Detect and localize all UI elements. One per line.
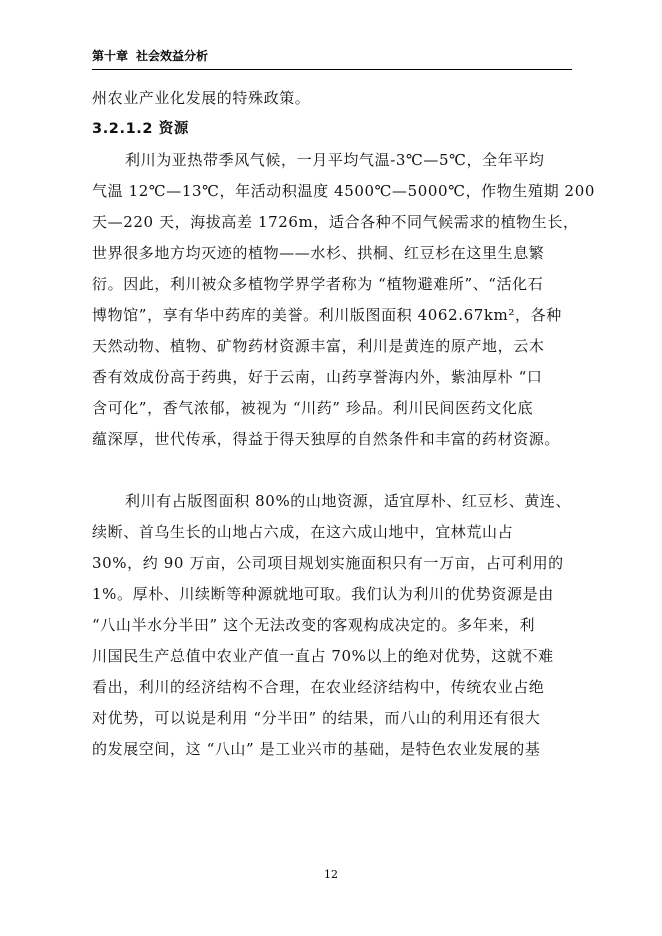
header-chapter: 第十章 [92,49,129,63]
paragraph-line: 气温 12℃—13℃，年活动积温度 4500℃—5000℃，作物生殖期 200 [92,182,595,200]
paragraph-line: 看出，利川的经济结构不合理，在农业经济结构中，传统农业占绝 [92,678,545,696]
paragraph-mountain-resources [92,486,578,765]
page-header [92,47,572,70]
page-number: 12 [324,868,338,881]
document-body [92,83,595,765]
paragraph-line: 衍。因此，利川被众多植物学界学者称为 “植物避难所”、“活化石 [92,275,544,293]
paragraph-line: 天—220 天，海拔高差 1726m，适合各种不同气候需求的植物生长， [92,213,579,231]
section-number: 3.2.1.2 [92,121,154,137]
paragraph-line: 天然动物、植物、矿物药材资源丰富，利川是黄连的原产地，云木 [92,337,545,355]
paragraph-line: 川国民生产总值中农业产值一直占 70%以上的绝对优势，这就不难 [92,647,554,665]
paragraph-climate-resources [92,145,595,455]
paragraph-line: 香有效成份高于药典，好于云南，山药享誉海内外，紫油厚朴 “口 [92,368,543,386]
paragraph-spacer [92,455,578,486]
section-title: 资源 [158,121,189,137]
paragraph-line: 1%。厚朴、川续断等种源就地可取。我们认为利川的优势资源是由 [92,585,554,603]
paragraph-line: 蕴深厚，世代传承，得益于得天独厚的自然条件和丰富的药材资源。 [92,430,561,448]
header-title: 社会效益分析 [136,49,209,63]
section-heading [92,114,578,145]
paragraph-line: “八山半水分半田” 这个无法改变的客观构成决定的。多年来，利 [92,616,536,634]
paragraph-line: 利川有占版图面积 80%的山地资源，适宜厚朴、红豆杉、黄连、 [125,492,572,510]
paragraph-line: 30%，约 90 万亩，公司项目规划实施面积只有一万亩，占可利用的 [92,554,564,572]
paragraph-line: 的发展空间，这 “八山” 是工业兴市的基础，是特色农业发展的基 [92,740,541,758]
paragraph-line: 利川为亚热带季风气候，一月平均气温-3℃—5℃，全年平均 [125,151,545,169]
paragraph-line: 对优势，可以说是利用 “分半田” 的结果，而八山的利用还有很大 [92,709,541,727]
paragraph-line: 续断、首乌生长的山地占六成，在这六成山地中，宜林荒山占 [92,523,514,541]
paragraph-line: 世界很多地方均灭迹的植物——水杉、拱桐、红豆杉在这里生息繁 [92,244,545,262]
intro-line: 州农业产业化发展的特殊政策。 [92,89,311,107]
paragraph-line: 含可化”，香气浓郁，被视为 “川药” 珍品。利川民间医药文化底 [92,399,534,417]
paragraph-line: 博物馆”，享有华中药库的美誉。利川版图面积 4062.67km²，各种 [92,306,562,324]
